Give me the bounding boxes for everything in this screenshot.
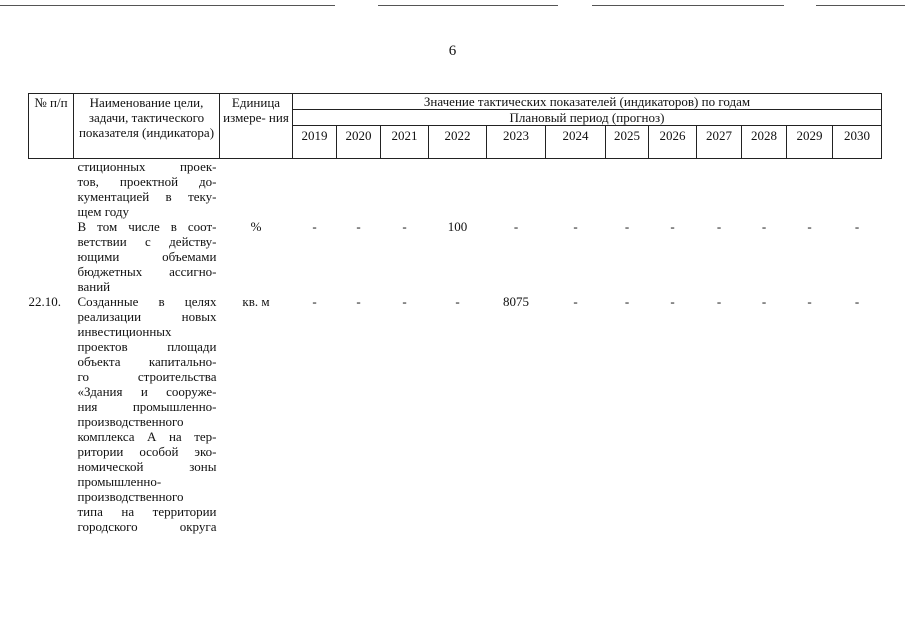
row-name-line: комплекса А на тер- [77, 429, 217, 444]
header-num: № п/п [29, 94, 74, 159]
row-name-line: Созданные в целях [77, 294, 217, 309]
row-value: - [761, 294, 767, 309]
row-value: - [356, 294, 361, 309]
row-name-line: промышленно- [77, 474, 162, 489]
scan-edge-line [0, 5, 335, 6]
header-values-group: Значение тактических показателей (индикаторов) по годам [293, 94, 882, 110]
row-value: - [402, 294, 407, 309]
row-value [742, 159, 787, 220]
row-value: - [402, 219, 407, 234]
row-value: - [670, 294, 675, 309]
row-name-line: ритории особой эко- [77, 444, 217, 459]
table-header [29, 94, 882, 159]
row-name-line: объекта капитально- [77, 354, 217, 369]
row-unit [220, 159, 293, 220]
header-year: 2020 [337, 126, 381, 159]
row-name-line: производственного [77, 414, 184, 429]
row-value [337, 159, 381, 220]
row-value: - [716, 294, 722, 309]
row-value: - [573, 294, 578, 309]
row-name-line: тов, проектной до- [77, 174, 217, 189]
row-num [29, 159, 74, 220]
header-name: Наименование цели, задачи, тактического показателя (индикатора) [74, 94, 220, 159]
row-name-line: производственного [77, 489, 184, 504]
row-unit: кв. м [242, 294, 270, 309]
row-value [649, 159, 697, 220]
row-name-line: го строительства [77, 369, 217, 384]
row-value: - [312, 219, 317, 234]
header-year: 2027 [697, 126, 742, 159]
indicators-table-container [28, 93, 882, 534]
row-value [787, 159, 833, 220]
row-value [697, 159, 742, 220]
row-value: - [356, 219, 361, 234]
row-value: - [807, 219, 812, 234]
header-year: 2028 [742, 126, 787, 159]
row-value: 8075 [503, 294, 529, 309]
header-year: 2029 [787, 126, 833, 159]
header-year: 2021 [381, 126, 429, 159]
indicators-table [28, 93, 882, 534]
table-row [29, 294, 882, 534]
row-name-line: проектов площади [77, 339, 217, 354]
row-value [487, 159, 546, 220]
row-name [74, 219, 220, 294]
row-num [29, 219, 74, 294]
row-value [833, 159, 882, 220]
row-value: - [624, 294, 630, 309]
table-row [29, 159, 882, 220]
row-name-line: щем году [77, 204, 130, 219]
row-value: - [573, 219, 578, 234]
row-name-line: ния промышленно- [77, 399, 217, 414]
row-value [429, 159, 487, 220]
row-value [293, 159, 337, 220]
scan-edge-line [592, 5, 784, 6]
row-value: - [670, 219, 675, 234]
row-name-line: инвестиционных [77, 324, 172, 339]
header-year: 2023 [487, 126, 546, 159]
row-name-line: номической зоны [77, 459, 217, 474]
row-value: - [761, 219, 767, 234]
table-row [29, 219, 882, 294]
row-name-line: типа на территории [77, 504, 217, 519]
header-year: 2030 [833, 126, 882, 159]
row-name-line: стиционных проек- [77, 159, 217, 174]
row-num: 22.10. [28, 294, 61, 309]
row-value: - [624, 219, 630, 234]
row-name-line: «Здания и сооруже- [77, 384, 217, 399]
row-value [381, 159, 429, 220]
row-value [606, 159, 649, 220]
header-year: 2019 [293, 126, 337, 159]
header-planned-period: Плановый период (прогноз) [293, 110, 882, 126]
row-name-line: В том числе в соот- [77, 219, 217, 234]
row-value [546, 159, 606, 220]
header-year: 2024 [546, 126, 606, 159]
row-name-line: кументацией в теку- [77, 189, 217, 204]
header-unit: Единица измере- ния [220, 94, 293, 159]
row-value: - [807, 294, 812, 309]
row-name-line: ющими объемами [77, 249, 217, 264]
row-name-line: ветствии с действу- [77, 234, 217, 249]
scan-edge-line [816, 5, 905, 6]
row-name [74, 159, 220, 220]
row-name [74, 294, 220, 534]
row-value: - [716, 219, 722, 234]
row-value: - [854, 294, 860, 309]
header-year: 2026 [649, 126, 697, 159]
row-unit: % [250, 219, 262, 234]
row-value: - [455, 294, 460, 309]
row-value: - [312, 294, 317, 309]
row-value: - [513, 219, 519, 234]
row-name-line: ваний [77, 279, 111, 294]
page-number: 6 [448, 43, 457, 59]
row-name-line: реализации новых [77, 309, 217, 324]
row-value: - [854, 219, 860, 234]
header-year: 2022 [429, 126, 487, 159]
scan-edge-line [378, 5, 558, 6]
row-value: 100 [447, 219, 468, 234]
row-name-line: городского округа [77, 519, 217, 534]
header-year: 2025 [606, 126, 649, 159]
row-name-line: бюджетных ассигно- [77, 264, 217, 279]
